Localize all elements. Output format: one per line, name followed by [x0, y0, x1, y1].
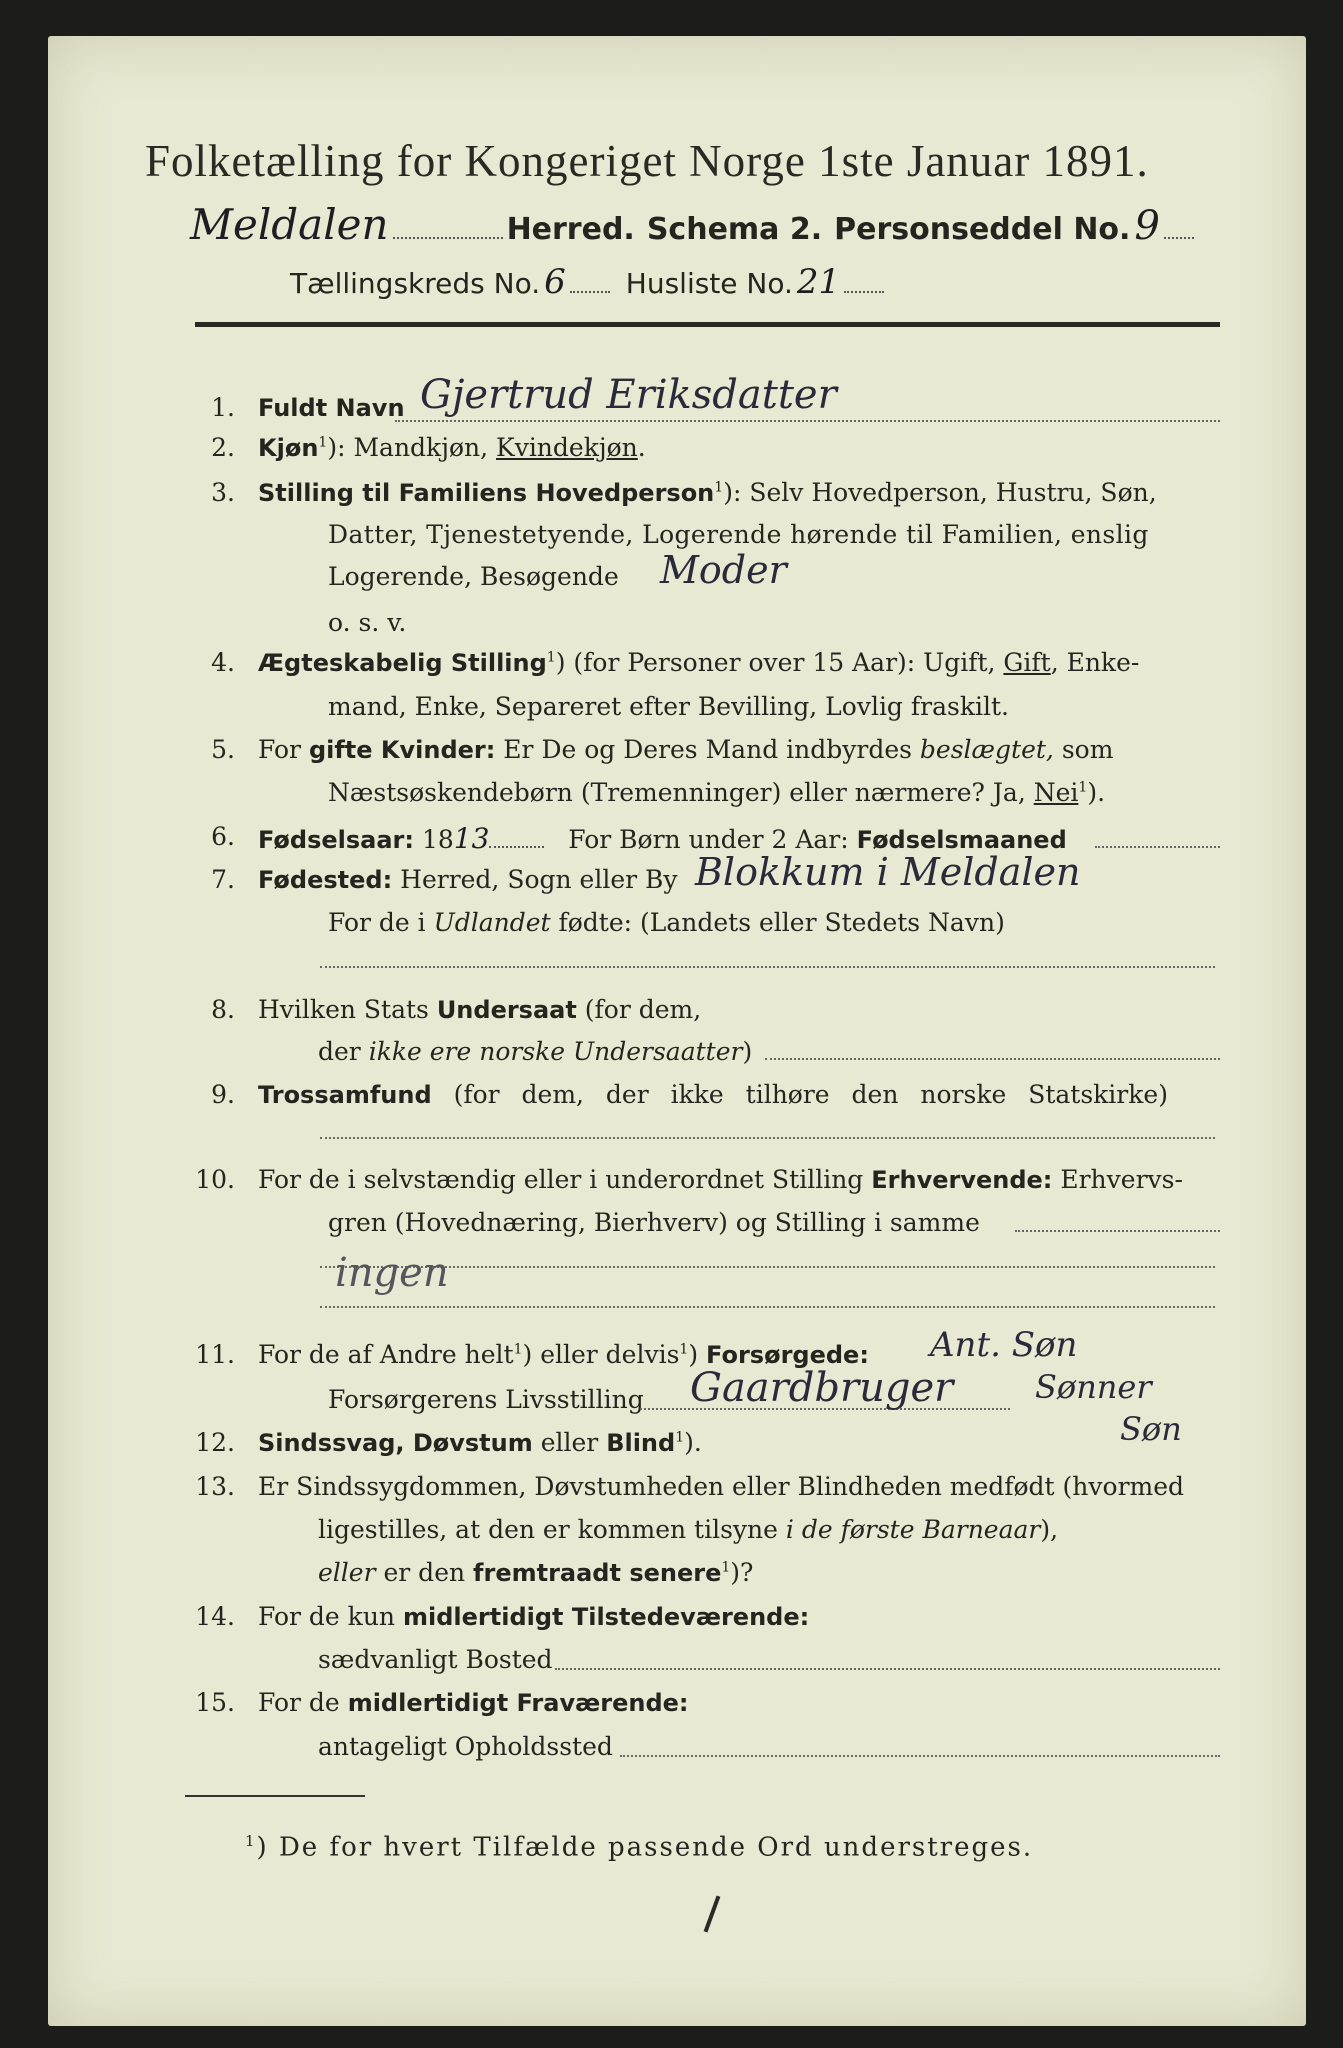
husliste-label: Husliste No.	[625, 267, 793, 300]
item-number: 15.	[195, 1688, 235, 1717]
fravaerende-line-2: antageligt Opholdssted	[318, 1732, 613, 1761]
kreds-line	[290, 262, 884, 302]
kreds-value: 6	[544, 262, 566, 302]
item-number: 7.	[211, 865, 235, 894]
item-number: 2.	[211, 433, 235, 462]
fodested-dots	[320, 966, 1215, 968]
header-rule	[195, 322, 1220, 327]
footnote-rule	[185, 1795, 365, 1797]
item-number: 9.	[211, 1080, 235, 1109]
aegteskab-line-2: mand, Enke, Separeret efter Bevilling, Lovlig fraskilt.	[328, 692, 1009, 721]
forsorgede-line-1: For de af Andre helt$^1$) eller delvis$^1$) Forsørgede:	[258, 1340, 869, 1369]
erhverv-value: ingen	[335, 1250, 449, 1296]
item-number: 14.	[195, 1602, 235, 1631]
kjon-line: Kjøn$^1$): Mandkjøn, Kvindekjøn.	[258, 433, 646, 462]
personseddel-value: 9	[1134, 203, 1160, 249]
trossamfund-line: Trossamfund (for dem, der ikke tilhøre den norske Statskirke)	[258, 1080, 1168, 1109]
erhverv-line-2: gren (Hovednæring, Bierhverv) og Stilling i samme	[328, 1208, 980, 1237]
fodested-line-1: Fødested: Herred, Sogn eller By	[258, 865, 678, 894]
herred-dots	[393, 237, 503, 239]
sindssvag-line: Sindssvag, Døvstum eller Blind$^1$).	[258, 1428, 702, 1457]
census-form	[48, 36, 1306, 2026]
undersaat-dots	[765, 1058, 1220, 1060]
trossamfund-dots	[320, 1137, 1215, 1139]
herred-line	[190, 200, 1194, 249]
item-number: 12.	[195, 1428, 235, 1457]
undersaat-line-1: Hvilken Stats Undersaat (for dem,	[258, 995, 702, 1024]
stilling-line-4: o. s. v.	[328, 608, 407, 637]
stilling-value: Moder	[660, 548, 787, 592]
husliste-value: 21	[796, 262, 841, 302]
bosted-dots	[555, 1668, 1220, 1670]
kreds-label: Tællingskreds No.	[290, 267, 541, 300]
fodested-value: Blokkum i Meldalen	[695, 850, 1081, 894]
item-number: 1.	[211, 393, 235, 422]
livsstilling-value: Gaardbruger	[690, 1365, 954, 1411]
sindssygdom-line-3: eller er den fremtraadt senere$^1$)?	[318, 1558, 754, 1587]
schema-label: Schema 2.	[646, 212, 823, 247]
kreds-dots	[570, 291, 610, 293]
fodselsmaaned-dots	[1095, 846, 1220, 848]
undersaat-line-2: der ikke ere norske Undersaatter)	[318, 1037, 753, 1066]
livsstilling-value-2: Sønner	[1035, 1368, 1152, 1406]
erhverv-line-1: For de i selvstændig eller i underordnet Stilling Erhvervende: Erhvervs-	[258, 1165, 1183, 1194]
fuldt-navn-value: Gjertrud Eriksdatter	[420, 372, 837, 418]
aegteskab-line-1: Ægteskabelig Stilling$^1$) (for Personer over 15 Aar): Ugift, Gift, Enke-	[258, 648, 1140, 677]
item-number: 8.	[211, 995, 235, 1024]
stilling-line-1: Stilling til Familiens Hovedperson$^1$): Selv Hovedperson, Hustru, Søn,	[258, 478, 1157, 507]
gifte-line-2: Næstsøskendebørn (Tremenninger) eller nærmere? Ja, Nei$^1$).	[328, 778, 1106, 807]
gifte-line-1: For gifte Kvinder: Er De og Deres Mand indbyrdes beslægtet, som	[258, 735, 1114, 764]
item-number: 13.	[195, 1472, 235, 1501]
item-number: 4.	[211, 648, 235, 677]
erhverv-dots-2	[320, 1266, 1215, 1268]
herred-value: Meldalen	[190, 200, 389, 249]
livsstilling-value-3: Søn	[1120, 1410, 1182, 1448]
form-title: Folketælling for Kongeriget Norge 1ste Januar 1891.	[145, 136, 1149, 186]
stilling-line-2: Datter, Tjenestetyende, Logerende hørende til Familien, enslig	[328, 520, 1149, 549]
item-number: 10.	[195, 1165, 235, 1194]
tilstede-line-2: sædvanligt Bosted	[318, 1645, 553, 1674]
tilstede-line-1: For de kun midlertidigt Tilstedeværende:	[258, 1602, 810, 1631]
fuldt-navn-label: Fuldt Navn	[258, 394, 405, 422]
forsorgede-line-2: Forsørgerens Livsstilling	[328, 1385, 644, 1414]
forsorgede-value: Ant. Søn	[930, 1325, 1078, 1365]
item-number: 3.	[211, 478, 235, 507]
personseddel-label: Personseddel No.	[834, 212, 1131, 247]
item-number: 5.	[211, 735, 235, 764]
opholdssted-dots	[620, 1755, 1220, 1757]
sindssygdom-line-2: ligestilles, at den er kommen tilsyne i de første Barneaar),	[318, 1515, 1059, 1544]
husliste-dots	[844, 291, 884, 293]
personseddel-dots	[1164, 237, 1194, 239]
herred-label: Herred.	[506, 212, 635, 247]
fravaerende-line-1: For de midlertidigt Fraværende:	[258, 1688, 689, 1717]
erhverv-dots-3	[320, 1306, 1215, 1308]
fodested-line-2: For de i Udlandet fødte: (Landets eller Stedets Navn)	[328, 908, 1005, 937]
erhverv-dots-1	[1015, 1230, 1220, 1232]
footnote: $^1$) De for hvert Tilfælde passende Ord understreges.	[245, 1832, 1034, 1863]
stilling-line-3: Logerende, Besøgende	[328, 562, 619, 591]
fodselsaar-line: Fødselsaar: 1813 For Børn under 2 Aar: Fødselsmaaned	[258, 822, 1067, 855]
item-number: 11.	[195, 1340, 235, 1369]
item-number: 6.	[211, 822, 235, 851]
sindssygdom-line-1: Er Sindssygdommen, Døvstumheden eller Blindheden medfødt (hvormed	[258, 1472, 1185, 1501]
fuldt-navn-dots	[395, 420, 1220, 422]
